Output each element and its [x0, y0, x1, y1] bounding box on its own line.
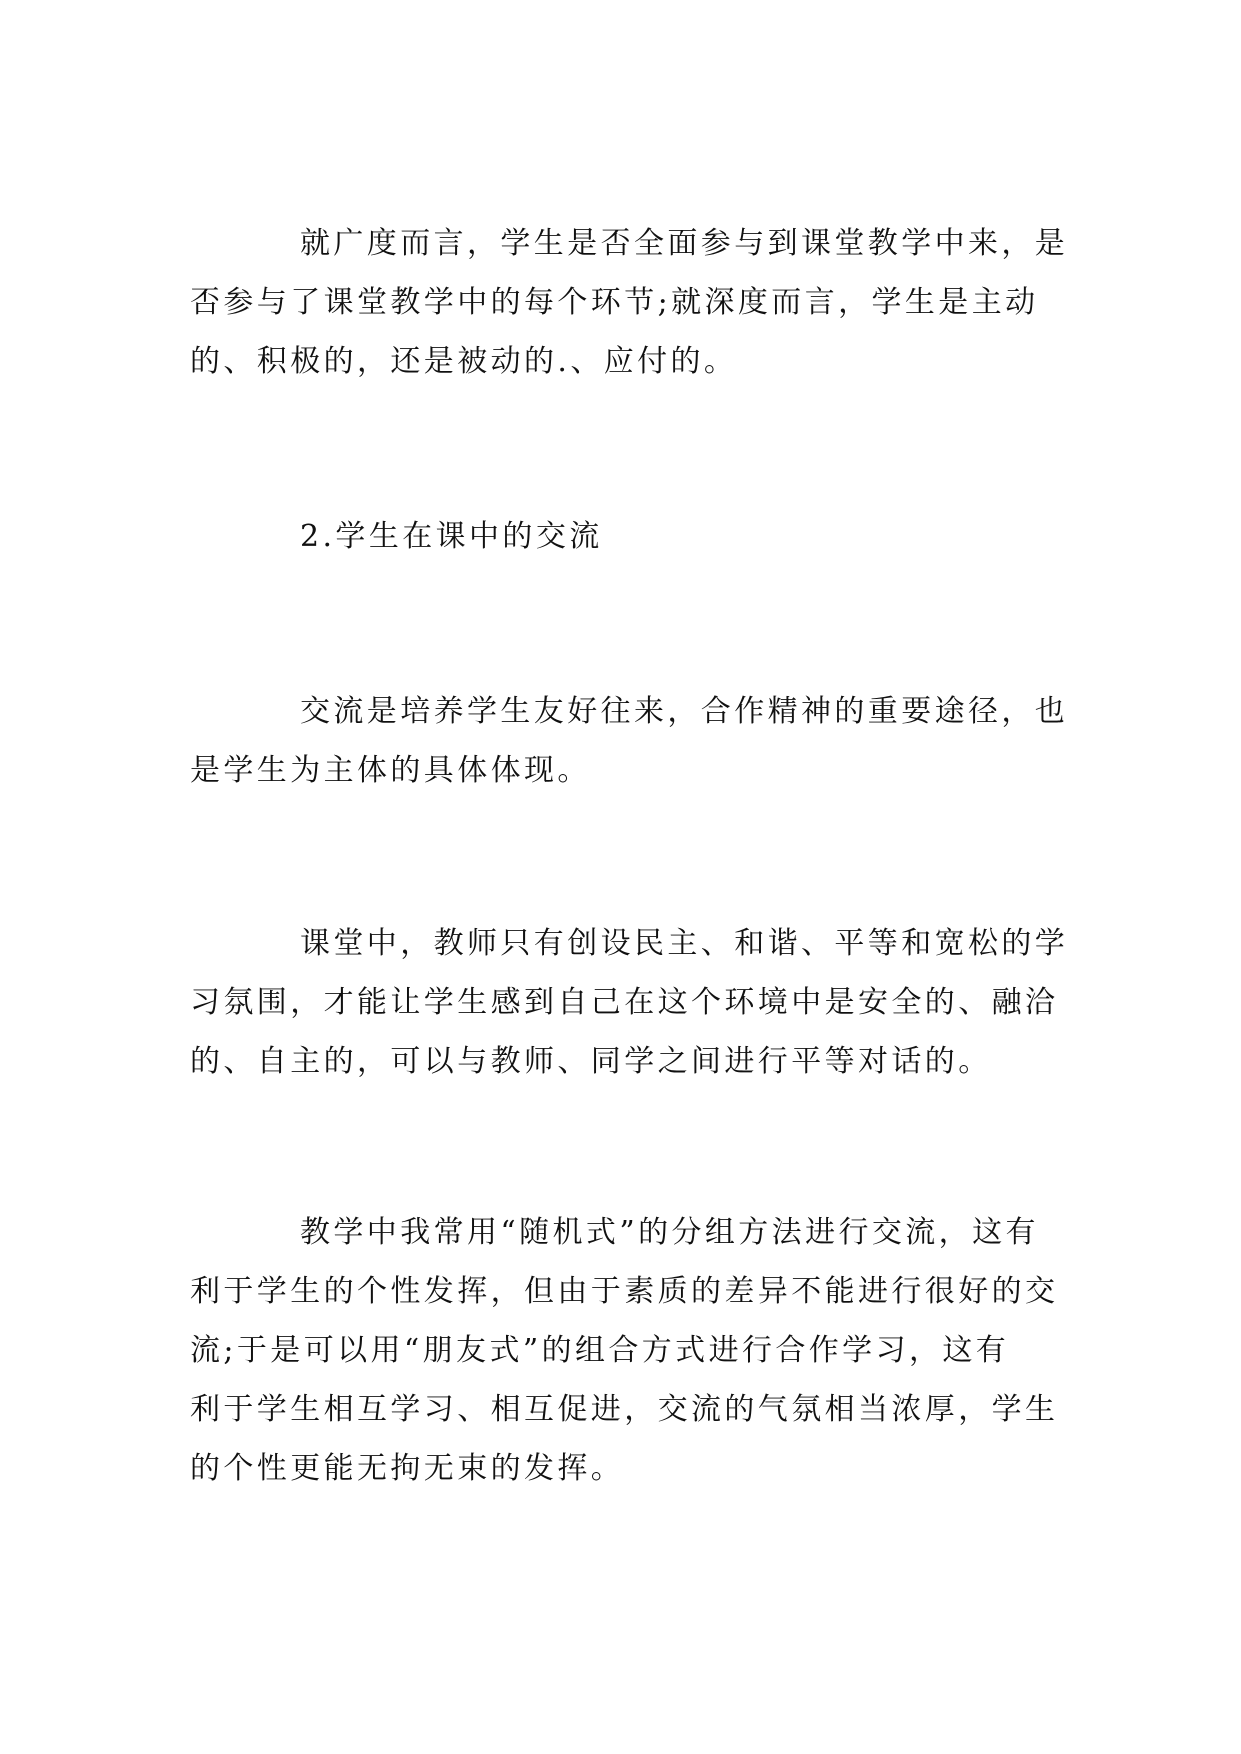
paragraph-line: 流;于是可以用“朋友式”的组合方式进行合作学习，这有 — [190, 1333, 1010, 1368]
paragraph-communication — [190, 682, 1069, 800]
paragraph-line: 的、自主的，可以与教师、同学之间进行平等对话的。 — [190, 1044, 992, 1079]
paragraph-line: 交流是培养学生友好往来，合作精神的重要途径，也 — [300, 694, 1069, 729]
paragraph-line: 否参与了课堂教学中的每个环节;就深度而言，学生是主动 — [190, 285, 1039, 320]
paragraph-grouping-methods — [190, 1203, 1060, 1498]
paragraph-line: 是学生为主体的具体体现。 — [190, 753, 591, 788]
paragraph-line: 利于学生相互学习、相互促进，交流的气氛相当浓厚，学生 — [190, 1392, 1059, 1427]
paragraph-line: 教学中我常用“随机式”的分组方法进行交流，这有 — [300, 1215, 1039, 1250]
heading-line: 2.学生在课中的交流 — [300, 519, 603, 554]
paragraph-breadth-depth — [190, 214, 1069, 391]
paragraph-line: 习氛围，才能让学生感到自己在这个环境中是安全的、融洽 — [190, 985, 1059, 1020]
paragraph-line: 就广度而言，学生是否全面参与到课堂教学中来，是 — [300, 226, 1069, 261]
paragraph-line: 课堂中，教师只有创设民主、和谐、平等和宽松的学 — [300, 926, 1069, 961]
section-heading — [190, 507, 1060, 566]
paragraph-line: 的、积极的，还是被动的.、应付的。 — [190, 344, 738, 379]
paragraph-classroom-atmosphere — [190, 914, 1069, 1091]
paragraph-line: 利于学生的个性发挥，但由于素质的差异不能进行很好的交 — [190, 1274, 1059, 1309]
paragraph-line: 的个性更能无拘无束的发挥。 — [190, 1451, 625, 1486]
